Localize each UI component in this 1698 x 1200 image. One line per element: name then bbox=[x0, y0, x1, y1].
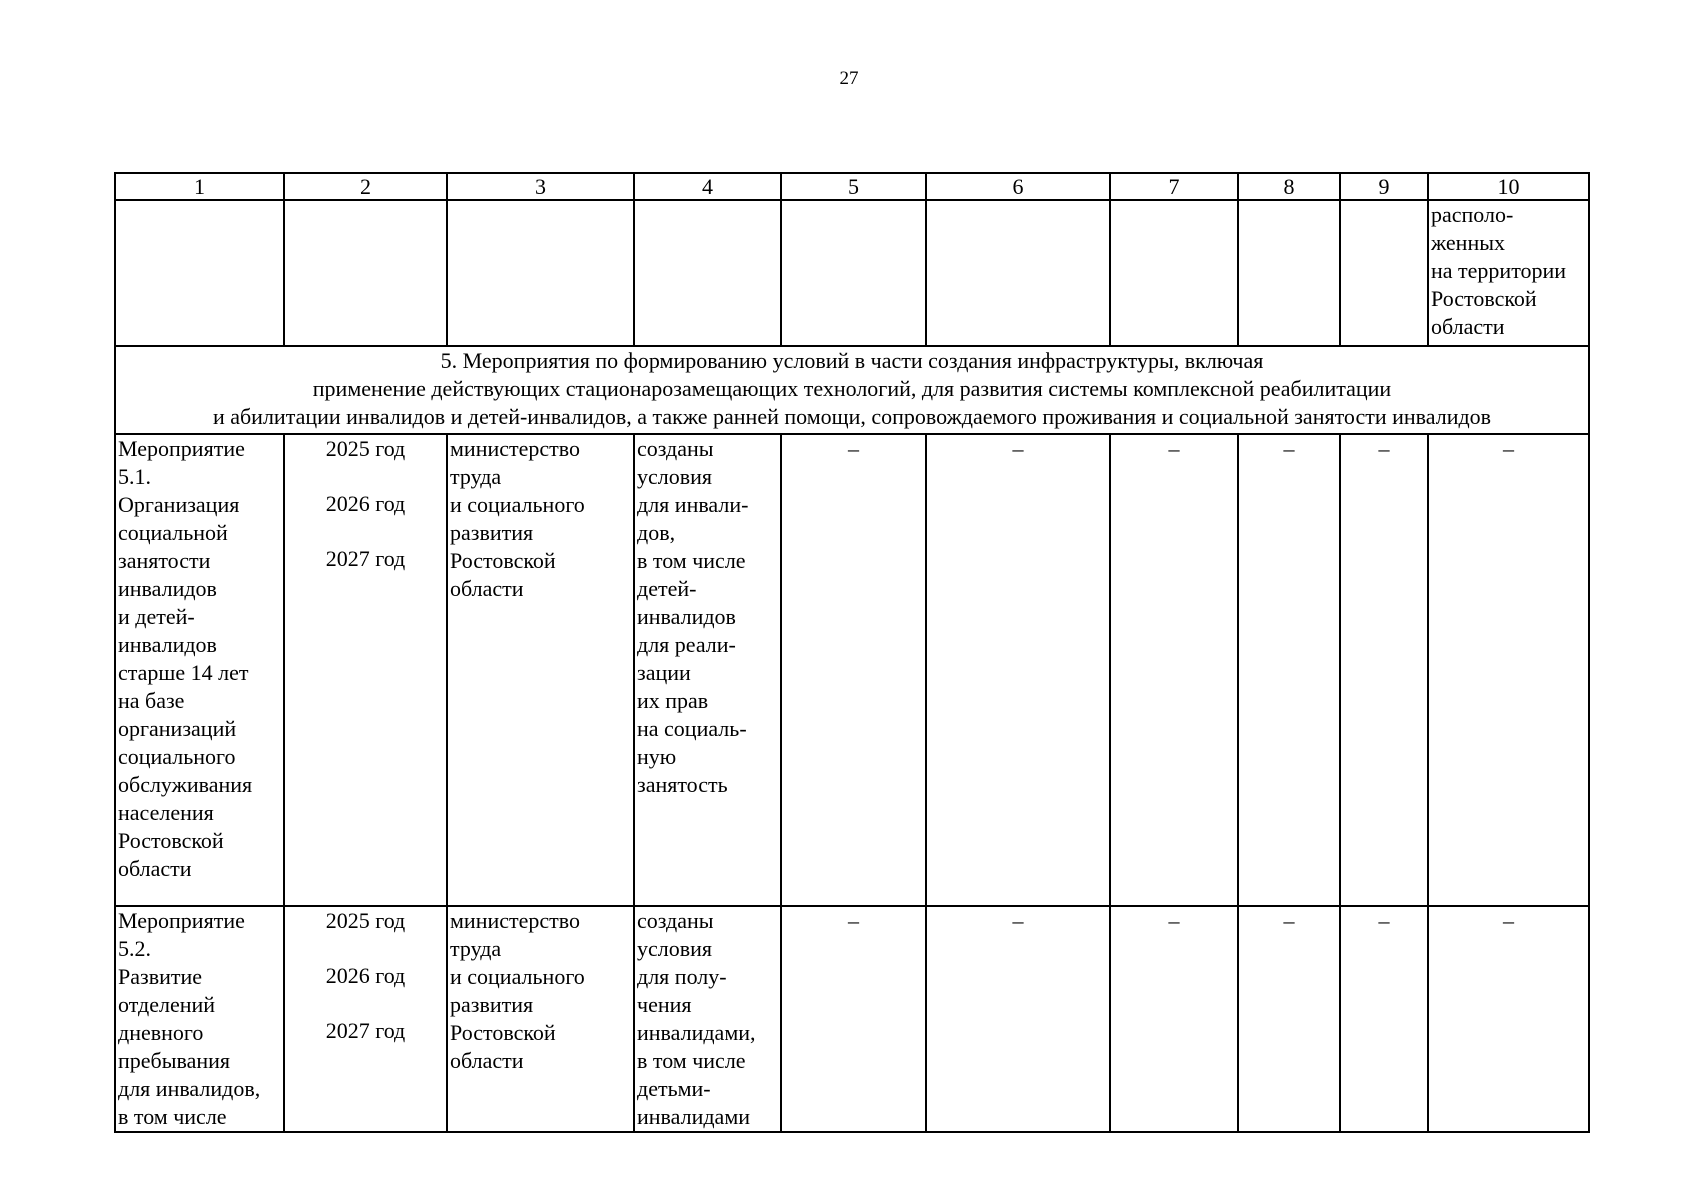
text-line: в том числе bbox=[637, 548, 746, 573]
section-heading-line: 5. Мероприятия по формированию условий в части создания инфраструктуры, включая bbox=[440, 348, 1264, 373]
text-line: населения bbox=[118, 800, 214, 825]
year-label: 2027 год bbox=[325, 1018, 406, 1043]
text-line: их прав bbox=[637, 688, 709, 713]
year-label: 2027 год bbox=[325, 546, 406, 571]
text-line: для полу- bbox=[637, 964, 727, 989]
dash-cell: – bbox=[1238, 906, 1340, 1132]
text-line: области bbox=[450, 576, 524, 601]
text-line: для инвали- bbox=[637, 492, 749, 517]
empty-cell bbox=[447, 200, 634, 346]
empty-cell bbox=[284, 200, 447, 346]
text-line: зации bbox=[637, 660, 691, 685]
text-line: Организация bbox=[118, 492, 240, 517]
text-line: министерство bbox=[450, 908, 581, 933]
text-line: инвалидами, bbox=[637, 1020, 756, 1045]
year-label: 2025 год bbox=[325, 436, 406, 461]
text-line: области bbox=[1431, 314, 1505, 339]
measure-name-cell bbox=[115, 434, 284, 906]
dash-cell: – bbox=[926, 434, 1110, 906]
text-line: чения bbox=[637, 992, 692, 1017]
text-line: инвалидов bbox=[637, 604, 736, 629]
column-number-row bbox=[115, 173, 1589, 200]
page-number: 27 bbox=[839, 68, 859, 89]
empty-cell bbox=[634, 200, 781, 346]
text-line: и детей- bbox=[118, 604, 195, 629]
column-number: 4 bbox=[634, 173, 781, 200]
column-number: 8 bbox=[1238, 173, 1340, 200]
empty-cell bbox=[1110, 200, 1238, 346]
section-heading-line: и абилитации инвалидов и детей-инвалидов, а также ранней помощи, сопровождаемого проживания и социальной занятости инвалидов bbox=[212, 404, 1492, 429]
result-cell bbox=[634, 434, 781, 906]
year-label: 2026 год bbox=[325, 963, 406, 988]
text-line: 5.2. bbox=[118, 936, 151, 961]
dash-cell: – bbox=[1340, 906, 1428, 1132]
text-line: Ростовской bbox=[450, 1020, 556, 1045]
text-line: в том числе bbox=[637, 1048, 746, 1073]
responsible-cell bbox=[447, 434, 634, 906]
continuation-row bbox=[115, 200, 1589, 346]
text-line: женных bbox=[1431, 230, 1506, 255]
text-line: инвалидами bbox=[637, 1104, 751, 1129]
text-line: располо- bbox=[1431, 202, 1514, 227]
text-line: Развитие bbox=[118, 964, 203, 989]
text-line: созданы bbox=[637, 908, 714, 933]
text-line: детьми- bbox=[637, 1076, 711, 1101]
text-line: занятость bbox=[637, 772, 728, 797]
text-line: Ростовской bbox=[118, 828, 224, 853]
text-line: социальной bbox=[118, 520, 228, 545]
result-cell bbox=[634, 906, 781, 1132]
text-line: труда bbox=[450, 464, 502, 489]
dash-cell: – bbox=[1428, 434, 1589, 906]
measure-name-cell bbox=[115, 906, 284, 1132]
text-line: Мероприятие bbox=[118, 908, 245, 933]
empty-cell bbox=[115, 200, 284, 346]
column-number: 3 bbox=[447, 173, 634, 200]
column-number: 5 bbox=[781, 173, 926, 200]
dash-cell: – bbox=[1110, 434, 1238, 906]
empty-cell bbox=[1238, 200, 1340, 346]
text-line: в том числе bbox=[118, 1104, 227, 1129]
text-line: дневного bbox=[118, 1020, 204, 1045]
section-heading-line: применение действующих стационарозамещающих технологий, для развития системы комплексной реабилитации bbox=[312, 376, 1392, 401]
text-line: развития bbox=[450, 520, 534, 545]
dash-cell: – bbox=[781, 434, 926, 906]
text-line: инвалидов bbox=[118, 576, 217, 601]
text-line: ную bbox=[637, 744, 677, 769]
text-line: Мероприятие bbox=[118, 436, 245, 461]
dash-cell: – bbox=[1110, 906, 1238, 1132]
text-line: обслуживания bbox=[118, 772, 253, 797]
years-cell bbox=[284, 906, 447, 1132]
dash-cell: – bbox=[1238, 434, 1340, 906]
text-line: инвалидов bbox=[118, 632, 217, 657]
responsible-cell bbox=[447, 906, 634, 1132]
text-line: и социального bbox=[450, 492, 585, 517]
column-number: 10 bbox=[1428, 173, 1589, 200]
text-line: социального bbox=[118, 744, 236, 769]
column-number: 1 bbox=[115, 173, 284, 200]
text-line: на социаль- bbox=[637, 716, 747, 741]
section-heading-row bbox=[115, 346, 1589, 434]
dash-cell: – bbox=[926, 906, 1110, 1132]
text-line: Ростовской bbox=[450, 548, 556, 573]
text-line: развития bbox=[450, 992, 534, 1017]
column-number: 9 bbox=[1340, 173, 1428, 200]
text-line: и социального bbox=[450, 964, 585, 989]
text-line: старше 14 лет bbox=[118, 660, 249, 685]
text-line: для инвалидов, bbox=[118, 1076, 261, 1101]
empty-cell bbox=[781, 200, 926, 346]
text-line: области bbox=[118, 856, 192, 881]
text-line: области bbox=[450, 1048, 524, 1073]
text-line: на базе bbox=[118, 688, 185, 713]
continuation-cell-col10 bbox=[1428, 200, 1589, 346]
text-line: 5.1. bbox=[118, 464, 151, 489]
year-label: 2025 год bbox=[325, 908, 406, 933]
dash-cell: – bbox=[1428, 906, 1589, 1132]
dash-cell: – bbox=[1340, 434, 1428, 906]
text-line: для реали- bbox=[637, 632, 736, 657]
measures-table bbox=[114, 172, 1590, 1133]
table-row-measure-5-1 bbox=[115, 434, 1589, 906]
text-line: детей- bbox=[637, 576, 697, 601]
text-line: труда bbox=[450, 936, 502, 961]
empty-cell bbox=[926, 200, 1110, 346]
text-line: занятости bbox=[118, 548, 211, 573]
section-heading bbox=[115, 346, 1589, 434]
table-row-measure-5-2 bbox=[115, 906, 1589, 1132]
text-line: на территории bbox=[1431, 258, 1567, 283]
column-number: 6 bbox=[926, 173, 1110, 200]
text-line: Ростовской bbox=[1431, 286, 1537, 311]
column-number: 7 bbox=[1110, 173, 1238, 200]
text-line: условия bbox=[637, 936, 713, 961]
text-line: условия bbox=[637, 464, 713, 489]
text-line: дов, bbox=[637, 520, 676, 545]
column-number: 2 bbox=[284, 173, 447, 200]
text-line: министерство bbox=[450, 436, 581, 461]
dash-cell: – bbox=[781, 906, 926, 1132]
text-line: отделений bbox=[118, 992, 216, 1017]
text-line: организаций bbox=[118, 716, 237, 741]
empty-cell bbox=[1340, 200, 1428, 346]
text-line: созданы bbox=[637, 436, 714, 461]
years-cell bbox=[284, 434, 447, 906]
text-line: пребывания bbox=[118, 1048, 231, 1073]
year-label: 2026 год bbox=[325, 491, 406, 516]
